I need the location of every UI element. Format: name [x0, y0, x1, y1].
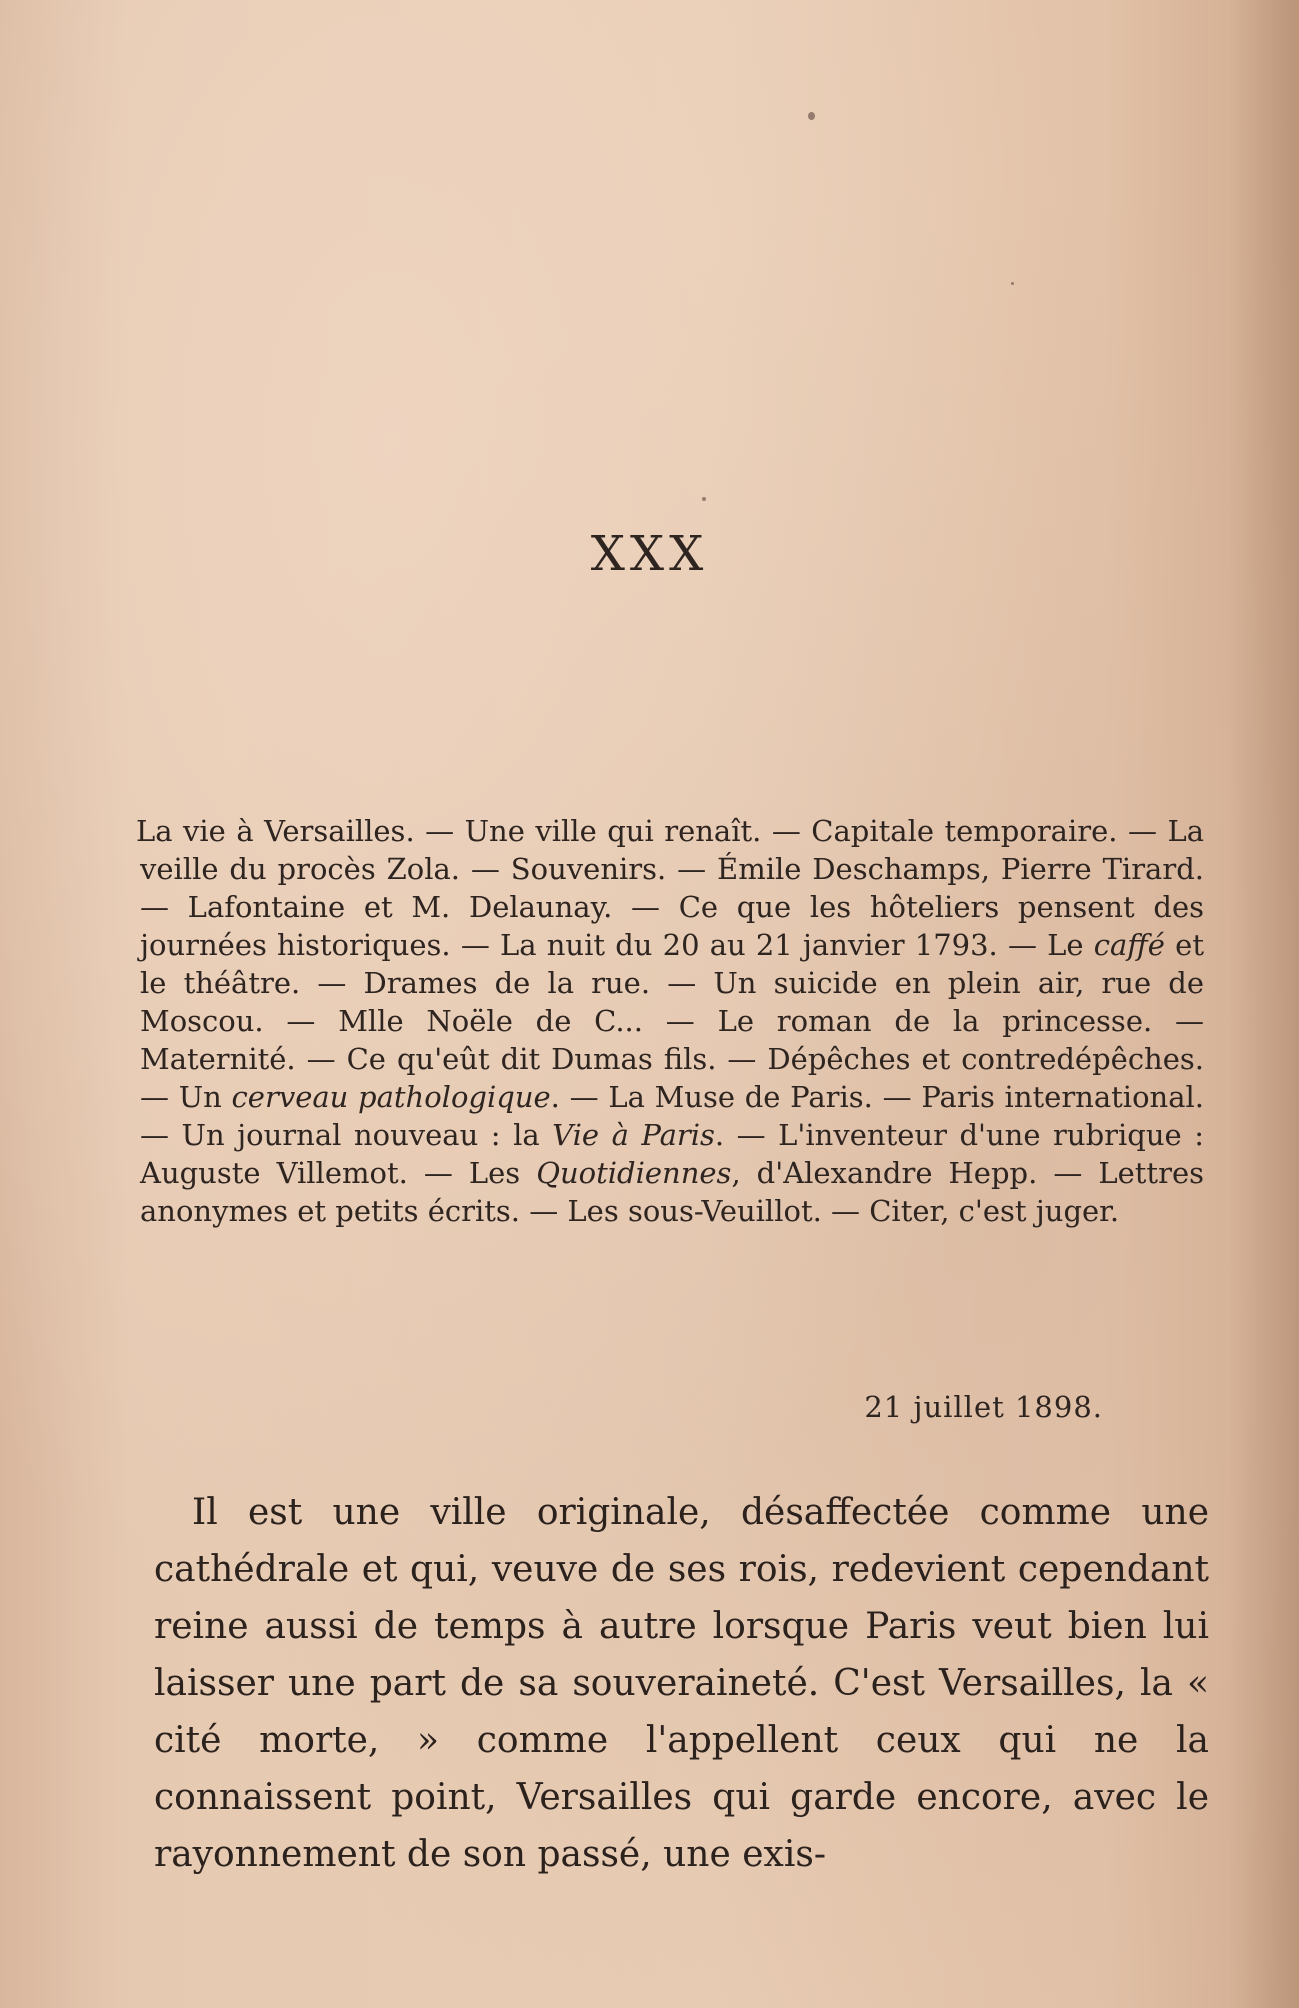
summary-text: , d'Alexandre Hepp. — Lettres anonymes et petits écrits. — Les sous-Veuillot. — Citer, c'est juger. — [140, 1156, 1204, 1228]
summary-italic-text: Quotidiennes — [536, 1156, 732, 1190]
summary-italic-text: cerveau pathologique — [231, 1080, 551, 1114]
page-gutter-shadow — [1229, 0, 1299, 2008]
paper-speck — [702, 497, 706, 501]
chapter-summary — [136, 812, 1204, 1230]
summary-italic-text: Vie à Paris — [552, 1118, 715, 1152]
chapter-date: 21 juillet 1898. — [864, 1390, 1103, 1424]
summary-text: . — La Muse de Paris. — Paris international. — Un journal nouveau : la — [140, 1080, 1204, 1152]
body-paragraph: Il est une ville originale, désaffectée comme une cathédrale et qui, veuve de ses rois, redevient cependant reine aussi de temps à autre lorsque Paris veut bien lui laisser une part de sa souveraineté. C'est Versailles, la « cité morte, » comme l'appellent ceux qui ne la connaissent point, Versailles qui garde encore, avec le rayonnement de son passé, une exis- — [154, 1492, 1209, 1875]
paper-speck — [808, 112, 815, 120]
summary-italic-text: caffé — [1093, 928, 1165, 962]
summary-text: La vie à Versailles. — Une ville qui renaît. — Capitale temporaire. — La veille du procès Zola. — Souvenirs. — Émile Deschamps, Pierre Tirard. — Lafontaine et M. Delaunay. — Ce que les hôteliers pensent des journées historiques. — La nuit du 20 au 21 janvier 1793. — Le — [136, 814, 1204, 962]
summary-text: . — L'inventeur d'une rubrique : Auguste Villemot. — Les — [140, 1118, 1204, 1190]
chapter-number: XXX — [590, 526, 709, 582]
summary-text: et le théâtre. — Drames de la rue. — Un suicide en plein air, rue de Moscou. — Mlle Noële de C... — Le roman de la princesse. — Maternité. — Ce qu'eût dit Dumas fils. — Dépêches et contredépêches. — Un — [140, 928, 1204, 1114]
paper-speck — [1011, 282, 1014, 285]
